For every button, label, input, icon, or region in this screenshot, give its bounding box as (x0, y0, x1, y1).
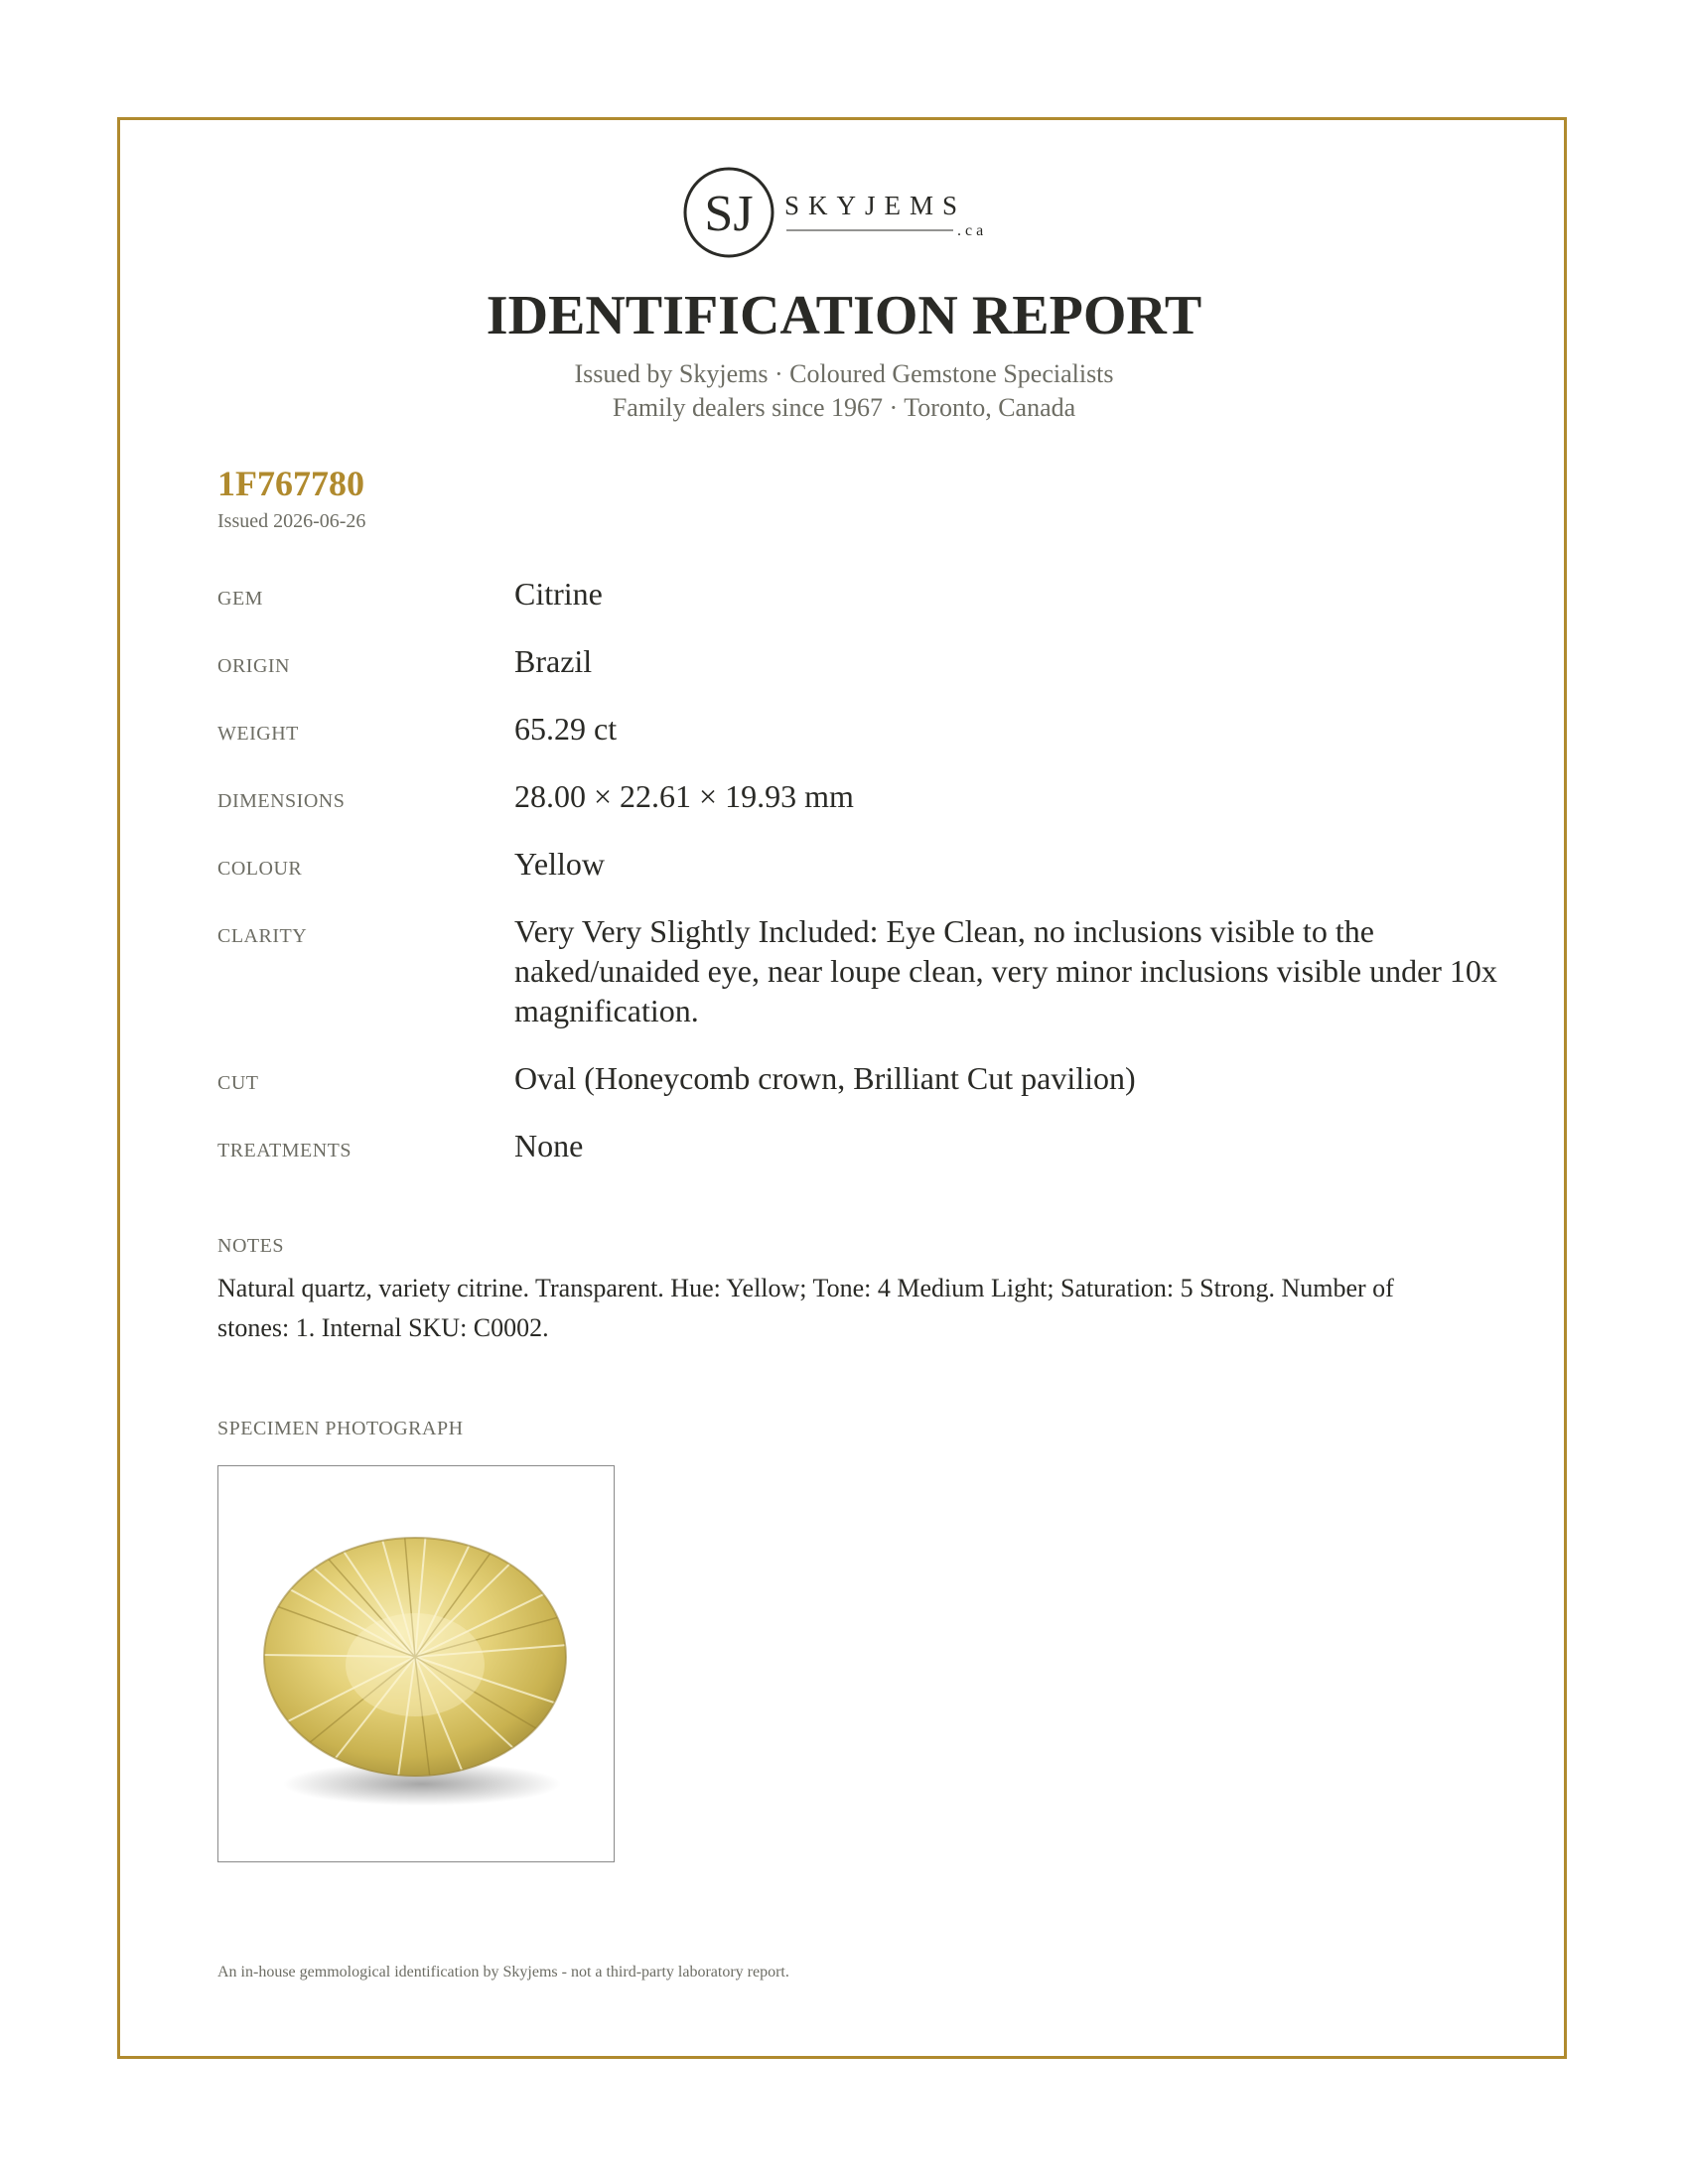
logo-wordmark: SKYJEMS (784, 191, 967, 220)
field-label-weight: WEIGHT (217, 723, 299, 745)
field-label-colour: COLOUR (217, 858, 303, 880)
field-label-dimensions: DIMENSIONS (217, 790, 346, 812)
field-label-gem: GEM (217, 588, 263, 610)
report-id: 1F767780 (217, 464, 364, 503)
logo-monogram: SJ (704, 186, 754, 242)
field-value-weight: 65.29 ct (514, 711, 618, 747)
field-value-gem: Citrine (514, 576, 603, 612)
skyjems-logo (683, 165, 1001, 264)
specimen-photo-label: SPECIMEN PHOTOGRAPH (217, 1418, 464, 1439)
notes-label: NOTES (217, 1235, 284, 1257)
field-label-clarity: CLARITY (217, 925, 308, 947)
citrine-gem-image (218, 1466, 615, 1862)
issued-date: Issued 2026-06-26 (217, 510, 366, 532)
specimen-photo (217, 1465, 615, 1862)
field-value-colour: Yellow (514, 846, 605, 882)
footer-disclaimer: An in-house gemmological identification by Skyjems - not a third-party laboratory report. (217, 1964, 789, 1980)
field-value-dimensions: 28.00 × 22.61 × 19.93 mm (514, 778, 854, 814)
report-title: IDENTIFICATION REPORT (486, 285, 1202, 346)
notes-text: Natural quartz, variety citrine. Transparent. Hue: Yellow; Tone: 4 Medium Light; Saturation: 5 Strong. Number of stones: 1. Internal SKU: C0002. (217, 1274, 1394, 1342)
issuer-tagline: Family dealers since 1967 · Toronto, Canada (612, 393, 1076, 422)
field-label-treatments: TREATMENTS (217, 1140, 352, 1161)
field-value-cut: Oval (Honeycomb crown, Brilliant Cut pavilion) (514, 1060, 1136, 1096)
field-label-origin: ORIGIN (217, 655, 290, 677)
field-value-clarity: Very Very Slightly Included: Eye Clean, no inclusions visible to the naked/unaided eye, near loupe clean, very minor inclusions visible under 10x magnification. (514, 913, 1497, 1028)
field-label-cut: CUT (217, 1072, 259, 1094)
issuer-line: Issued by Skyjems · Coloured Gemstone Specialists (574, 359, 1114, 388)
field-value-origin: Brazil (514, 643, 593, 679)
logo-domain: .ca (957, 222, 988, 239)
field-value-treatments: None (514, 1128, 584, 1163)
